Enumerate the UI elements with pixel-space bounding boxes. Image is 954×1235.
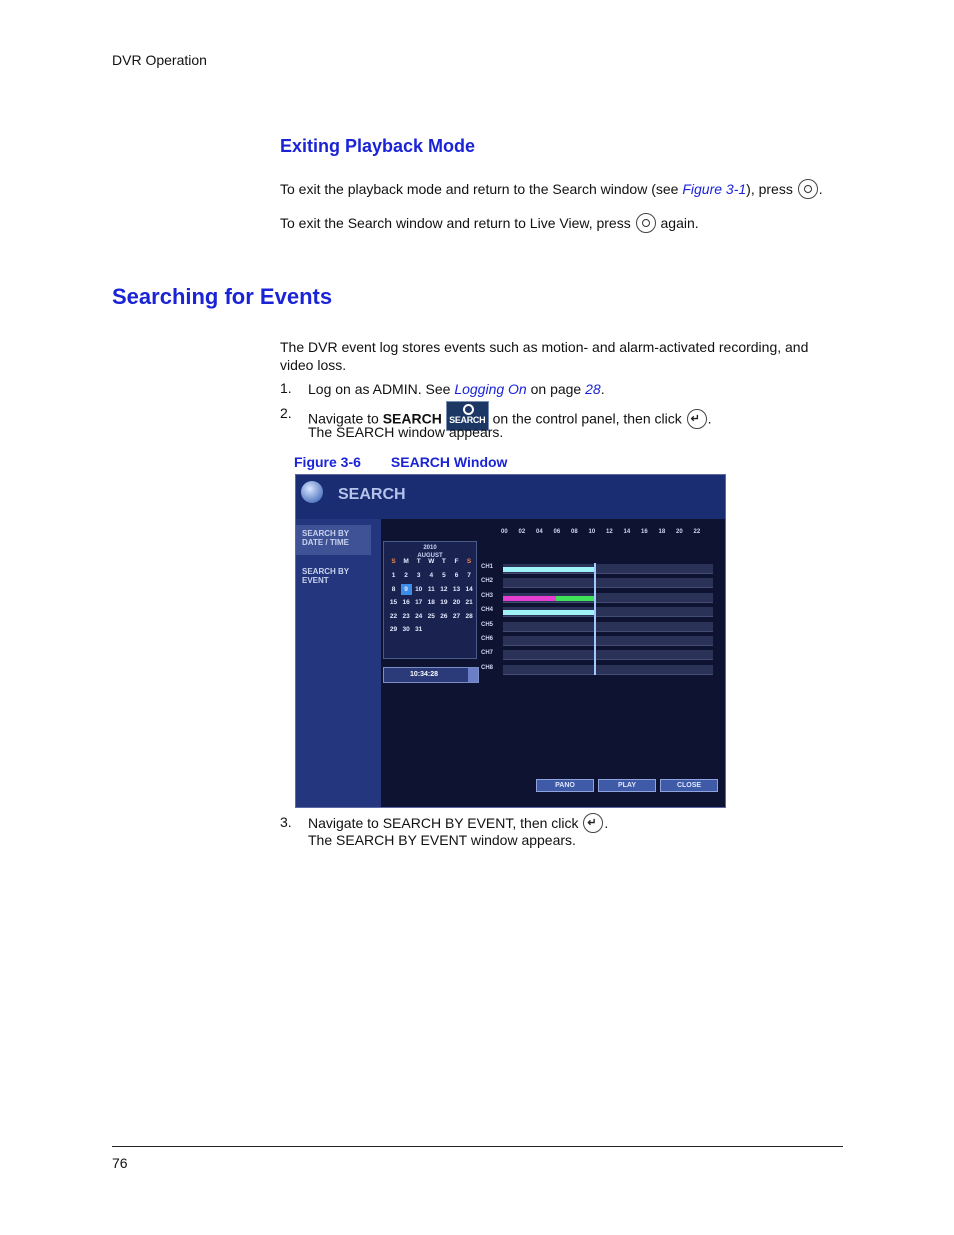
channel-row[interactable]	[481, 664, 719, 676]
side-item-date-time[interactable]: SEARCH BY DATE / TIME	[296, 525, 371, 555]
calendar-day[interactable]: 10	[415, 585, 423, 593]
calendar-day[interactable]: 4	[429, 572, 434, 579]
calendar-day[interactable]: 1	[391, 572, 396, 579]
calendar-day[interactable]: 22	[389, 612, 398, 620]
time-field[interactable]: 10:34:28	[383, 667, 479, 683]
calendar-day[interactable]: 21	[465, 599, 473, 606]
recording-segment	[503, 567, 595, 572]
calendar-day[interactable]: 24	[415, 612, 423, 620]
channel-row[interactable]	[481, 649, 719, 661]
channel-row[interactable]	[481, 621, 719, 633]
timeline-cursor[interactable]	[594, 563, 596, 675]
recording-segment	[503, 596, 556, 601]
calendar-day[interactable]: 3	[416, 572, 421, 579]
section-heading-exiting: Exiting Playback Mode	[280, 136, 476, 156]
calendar-day[interactable]: 23	[402, 612, 410, 620]
pano-button[interactable]: PANO	[536, 779, 594, 792]
enter-button-icon: ↵	[583, 813, 603, 833]
footer-divider	[112, 1146, 843, 1147]
step-number: 2.	[280, 405, 292, 421]
channel-track[interactable]	[503, 578, 713, 588]
step-2-result: The SEARCH window appears.	[308, 424, 504, 440]
step-2: Navigate to SEARCH SEARCH on the control panel, then click ↵ .	[308, 405, 828, 435]
calendar-day[interactable]: 25	[427, 612, 435, 620]
step-3-result: The SEARCH BY EVENT window appears.	[308, 832, 576, 848]
channel-row[interactable]	[481, 563, 719, 575]
section-heading-searching: Searching for Events	[112, 284, 333, 309]
playback-button-icon	[636, 213, 656, 233]
calendar-day[interactable]: 7	[467, 572, 471, 579]
channel-label: CH8	[481, 664, 494, 671]
channel-label: CH7	[481, 650, 494, 657]
calendar-day[interactable]: 26	[440, 612, 448, 620]
calendar-weekday: F	[454, 558, 459, 565]
calendar-day[interactable]: 11	[427, 585, 435, 593]
paragraph-intro: The DVR event log stores events such as motion- and alarm-activated recording, and video loss.	[280, 339, 809, 373]
channel-track[interactable]	[503, 564, 713, 574]
timeline-hour-label: 18	[658, 529, 666, 535]
timeline-hour-label: 16	[641, 529, 648, 535]
calendar-day[interactable]: 9	[401, 584, 412, 595]
recording-segment	[503, 610, 595, 615]
timeline-hour-label: 02	[518, 529, 526, 535]
channel-row[interactable]	[481, 577, 719, 589]
timeline-hour-label: 00	[501, 529, 508, 535]
figure-link[interactable]: Figure 3-1	[682, 181, 747, 197]
channel-row[interactable]	[481, 592, 719, 604]
calendar-weekday: T	[416, 558, 421, 565]
calendar-weekday: M	[403, 558, 409, 565]
calendar-day[interactable]: 6	[454, 572, 459, 579]
calendar-day[interactable]: 31	[415, 626, 423, 633]
calendar-day[interactable]: 18	[427, 599, 435, 606]
running-header: DVR Operation	[112, 52, 207, 68]
channel-label: CH1	[481, 564, 494, 570]
calendar-weekday: W	[428, 558, 435, 565]
calendar-weekday: T	[441, 558, 446, 565]
timeline-hour-label: 06	[553, 529, 561, 535]
channel-track[interactable]	[503, 650, 713, 660]
paragraph-exit-search: To exit the Search window and return to Live View, press again.	[280, 214, 845, 234]
channel-label: CH2	[481, 578, 494, 585]
calendar-month: AUGUST	[417, 553, 443, 559]
timeline-hour-label: 08	[571, 529, 578, 535]
channel-track[interactable]	[503, 665, 713, 675]
calendar-day[interactable]: 8	[391, 585, 396, 593]
step-3: Navigate to SEARCH BY EVENT, then click ↵ .	[308, 814, 608, 834]
calendar-day[interactable]: 15	[389, 599, 398, 606]
calendar-weekday: S	[391, 558, 396, 565]
logging-on-link[interactable]: Logging On	[454, 381, 527, 397]
figure-caption: Figure 3-6 SEARCH Window	[294, 454, 508, 470]
channel-row[interactable]	[481, 635, 719, 647]
play-button[interactable]: PLAY	[598, 779, 656, 792]
side-item-event[interactable]: SEARCH BY EVENT	[302, 567, 349, 585]
calendar-day[interactable]: 19	[440, 599, 448, 606]
timeline-hour-label: 04	[536, 529, 543, 535]
enter-button-icon: ↵	[687, 409, 707, 429]
channel-label: CH6	[481, 636, 494, 642]
channel-track[interactable]	[503, 622, 713, 632]
screen-title: SEARCH	[338, 486, 406, 503]
calendar-day[interactable]: 29	[389, 626, 398, 633]
calendar-day[interactable]: 28	[465, 612, 473, 620]
channel-track[interactable]	[503, 607, 713, 617]
channel-row[interactable]	[481, 606, 719, 618]
channel-label: CH4	[481, 607, 494, 614]
time-spinner[interactable]	[468, 668, 478, 682]
channel-track[interactable]	[503, 636, 713, 646]
timeline-hour-label: 20	[676, 529, 683, 535]
timeline-hour-label: 22	[693, 529, 701, 535]
calendar-day[interactable]: 30	[402, 626, 410, 633]
calendar-day[interactable]: 20	[452, 599, 461, 606]
calendar-day[interactable]: 16	[402, 599, 410, 606]
calendar-day[interactable]: 2	[404, 572, 408, 579]
paragraph-exit-playback: To exit the playback mode and return to the Search window (see Figure 3-1), press .	[280, 180, 845, 200]
timeline-hour-label: 14	[623, 529, 631, 535]
page-number: 76	[112, 1155, 128, 1171]
close-button[interactable]: CLOSE	[660, 779, 718, 792]
calendar	[383, 541, 477, 659]
page-link[interactable]: 28	[585, 381, 601, 397]
step-number: 1.	[280, 380, 292, 396]
channel-label: CH3	[481, 592, 494, 599]
calendar-day[interactable]: 14	[465, 585, 473, 593]
channel-track[interactable]	[503, 593, 713, 603]
timeline-hour-label: 12	[606, 529, 613, 535]
calendar-day[interactable]: 13	[452, 585, 461, 593]
dvr-logo-icon	[301, 481, 323, 503]
step-1: Log on as ADMIN. See Logging On on page 28.	[308, 381, 605, 397]
calendar-day[interactable]: 17	[415, 599, 423, 606]
search-window-screenshot	[295, 474, 726, 808]
playback-button-icon	[798, 179, 818, 199]
screen-main-panel	[381, 519, 725, 807]
step-number: 3.	[280, 814, 292, 830]
timeline-hour-label: 10	[588, 529, 596, 535]
recording-segment	[556, 596, 595, 601]
search-button-icon: SEARCH	[446, 401, 489, 431]
screen-sidebar	[296, 519, 381, 808]
channel-label: CH5	[481, 621, 494, 628]
calendar-weekday: S	[466, 558, 472, 565]
calendar-day[interactable]: 5	[442, 572, 446, 579]
calendar-day[interactable]: 27	[452, 612, 461, 620]
calendar-day[interactable]: 12	[440, 585, 448, 593]
calendar-year: 2010	[423, 545, 437, 551]
